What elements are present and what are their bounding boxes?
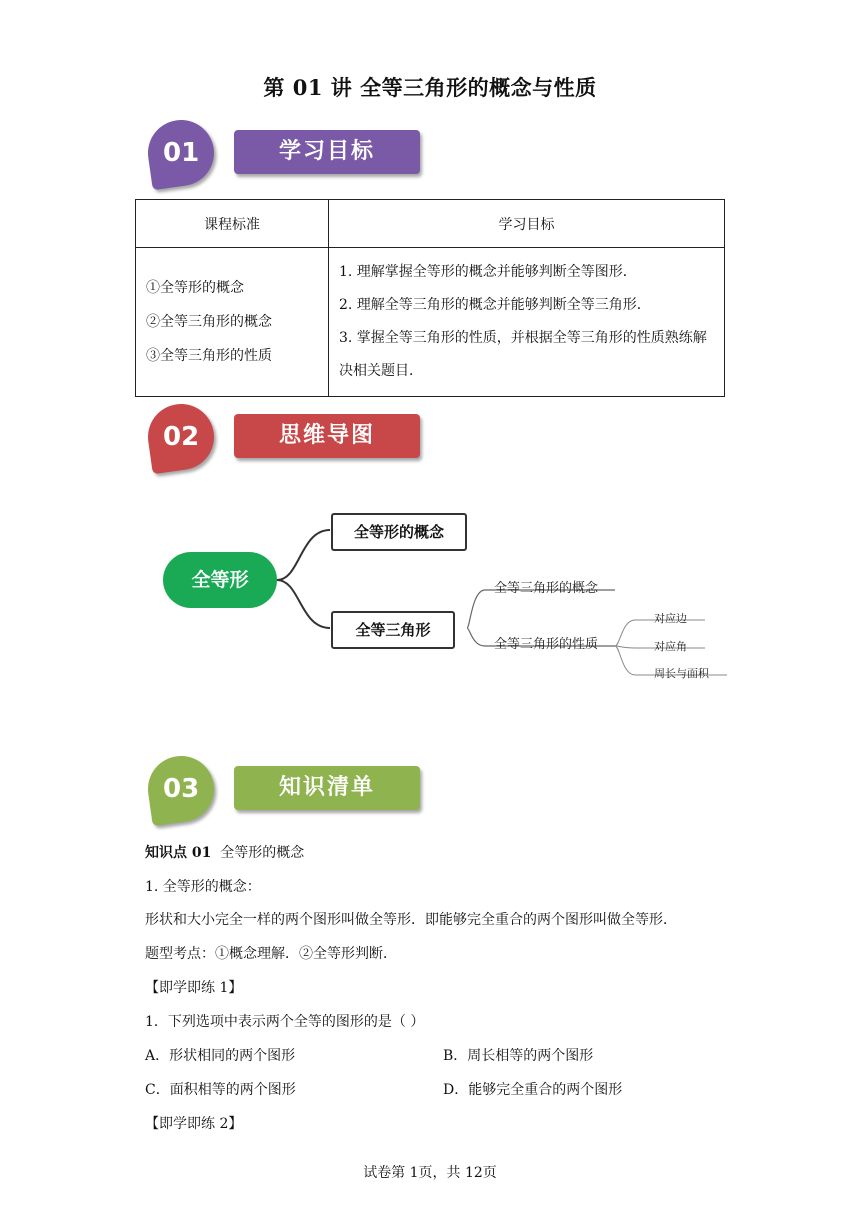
- option-c: C．面积相等的两个图形: [145, 1082, 296, 1098]
- goal-item: 3. 掌握全等三角形的性质，并根据全等三角形的性质熟练解决相关题目．: [339, 330, 707, 379]
- option-b: B．周长相等的两个图形: [443, 1048, 594, 1064]
- option-d: D．能够完全重合的两个图形: [443, 1082, 623, 1098]
- section-number-circle: 03: [144, 752, 219, 827]
- table-header-goal: 学习目标: [329, 200, 725, 248]
- standard-item: ②全等三角形的概念: [146, 314, 272, 330]
- practice-heading-1: 【即学即练 1】: [145, 980, 243, 996]
- page-title: 第 01 讲 全等三角形的概念与性质: [263, 75, 597, 100]
- section-number-circle: 02: [144, 400, 219, 475]
- section-label-bar: 知识清单: [234, 766, 420, 810]
- practice-heading-2: 【即学即练 2】: [145, 1116, 243, 1132]
- table-header-standard: 课程标准: [136, 200, 329, 248]
- concept-definition: 形状和大小完全一样的两个图形叫做全等形．即能够完全重合的两个图形叫做全等形．: [145, 912, 677, 928]
- page-footer: 试卷第 1页，共 12页: [363, 1165, 497, 1181]
- mindmap-branch-triangle: 全等三角形: [331, 611, 455, 649]
- mindmap-leaf-perimeter-area: 周长与面积: [654, 667, 709, 680]
- option-a: A．形状相同的两个图形: [145, 1048, 296, 1064]
- knowledge-point-title: 全等形的概念: [220, 845, 305, 861]
- goals-cell: [329, 248, 725, 397]
- standard-item: ③全等三角形的性质: [146, 348, 272, 364]
- section-badge-03: [148, 756, 438, 826]
- mind-map: [150, 500, 740, 700]
- knowledge-point-heading: [145, 842, 304, 862]
- section-label-bar: 学习目标: [234, 130, 420, 174]
- concept-item: 1. 全等形的概念：: [145, 879, 261, 895]
- objectives-table: [135, 199, 725, 397]
- standards-cell: [136, 248, 329, 397]
- knowledge-point-label: 知识点 01: [145, 845, 212, 861]
- goal-item: 1. 理解掌握全等形的概念并能够判断全等图形．: [339, 264, 637, 280]
- mindmap-sub-property: 全等三角形的性质: [494, 637, 599, 652]
- mindmap-leaf-sides: 对应边: [654, 612, 687, 625]
- section-badge-01: [148, 120, 438, 190]
- mindmap-branch-concept: 全等形的概念: [331, 513, 467, 551]
- mindmap-sub-concept: 全等三角形的概念: [494, 581, 599, 596]
- mindmap-leaf-angles: 对应角: [654, 640, 687, 653]
- mindmap-root: 全等形: [163, 552, 277, 608]
- section-number-circle: 01: [144, 116, 219, 191]
- section-label-bar: 思维导图: [234, 414, 420, 458]
- exam-points: 题型考点：①概念理解．②全等形判断．: [145, 946, 397, 962]
- standard-item: ①全等形的概念: [146, 280, 244, 296]
- goal-item: 2. 理解全等三角形的概念并能够判断全等三角形．: [339, 297, 651, 313]
- section-badge-02: [148, 404, 438, 474]
- question-text: 1．下列选项中表示两个全等的图形的是（ ）: [145, 1014, 425, 1030]
